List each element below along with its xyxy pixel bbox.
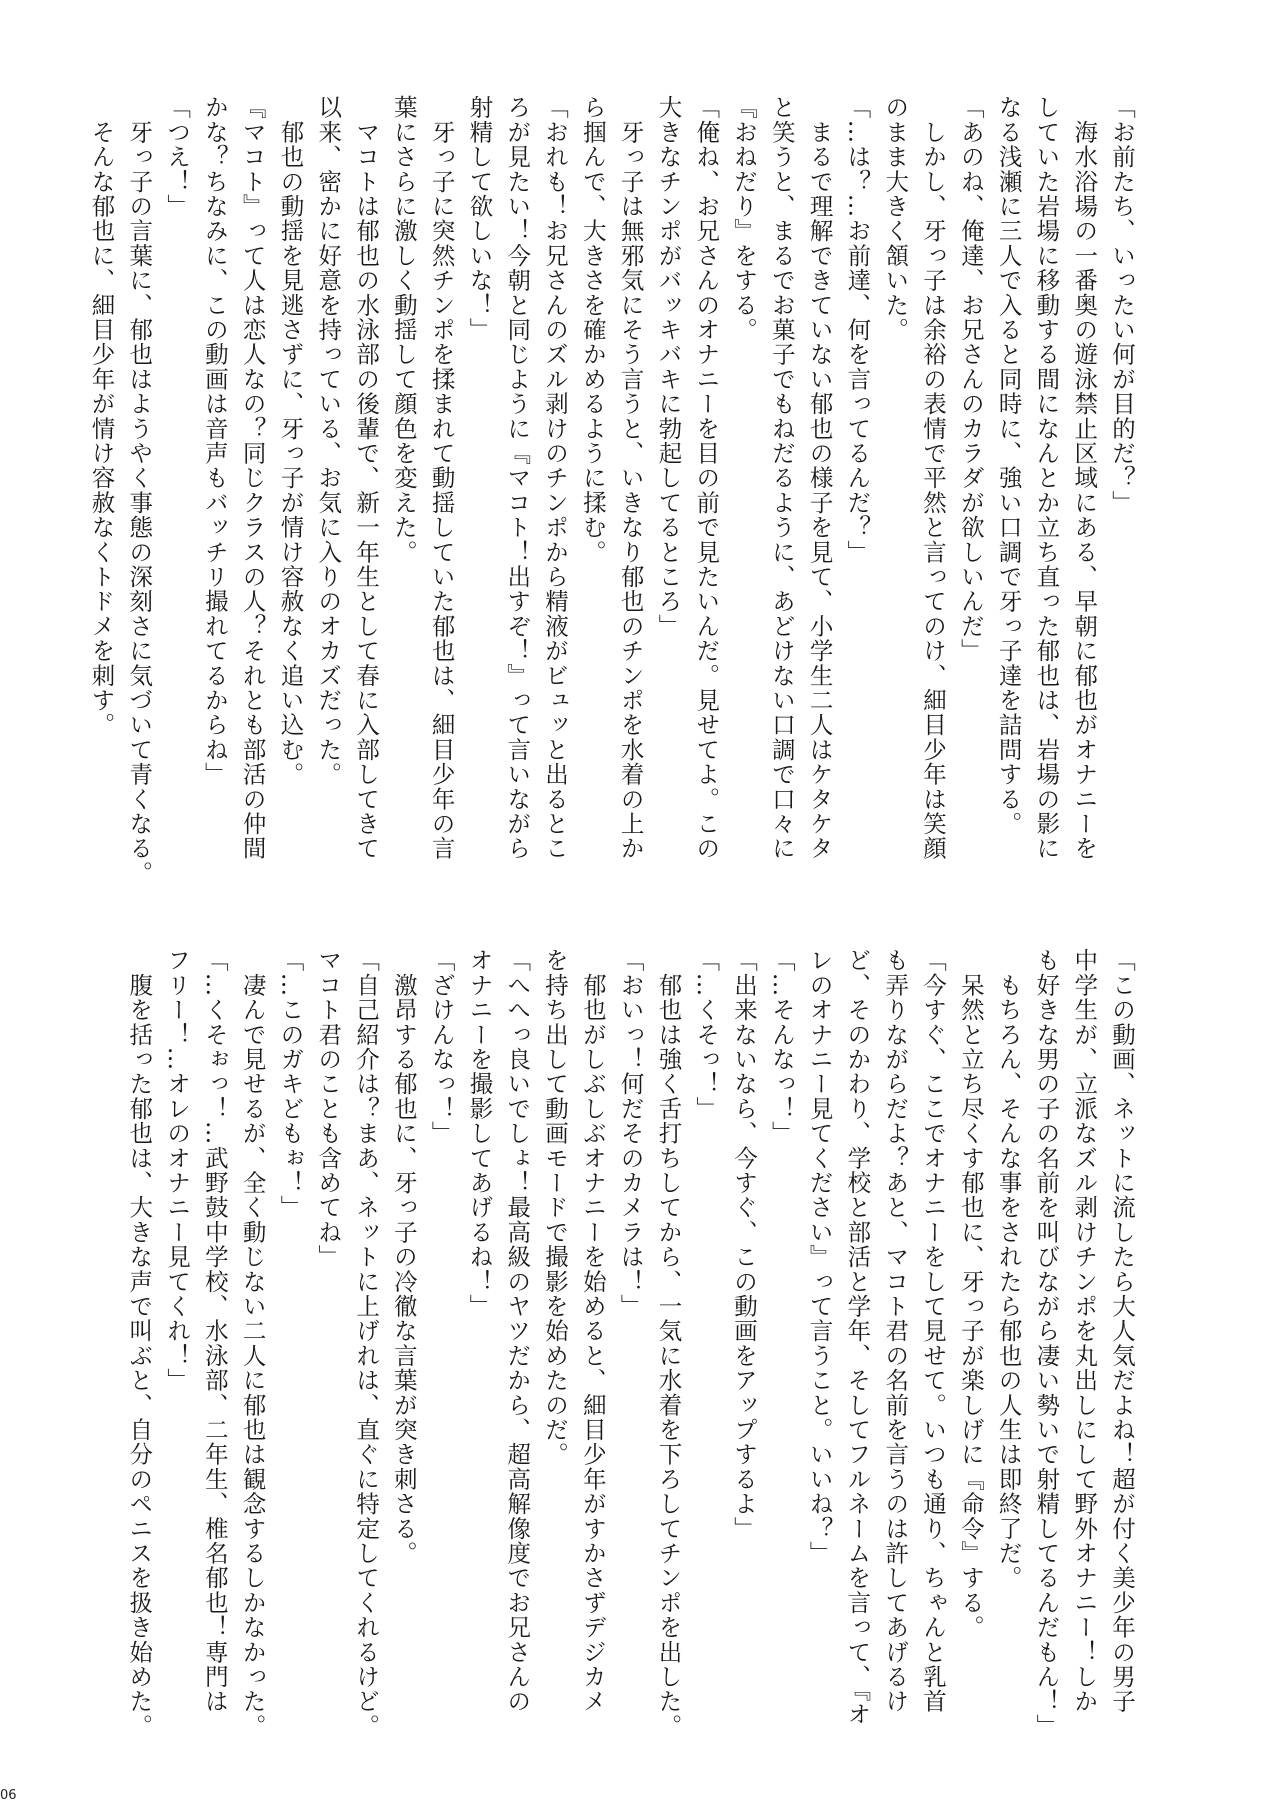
text-line: 「ざけんなっ！」 bbox=[427, 948, 456, 1146]
text-line: 「俺ね、お兄さんのオナニーを目の前で見たいんだ。見せてよ。この bbox=[692, 95, 721, 861]
text-line: 凄んで見せるが、全く動じない二人に郁也は観念するしかなかった。 bbox=[238, 948, 267, 1739]
text-line: 郁也がしぶしぶオナニーを始めると、細目少年がすかさずデジカメ bbox=[578, 948, 607, 1714]
text-line: 腹を括った郁也は、大きな声で叫ぶと、自分のペニスを扱き始めた。 bbox=[125, 948, 154, 1739]
text-block-top bbox=[87, 95, 1140, 905]
text-line: 牙っ子は無邪気にそう言うと、いきなり郁也のチンポを水着の上か bbox=[616, 95, 645, 861]
text-line: 呆然と立ち尽くす郁也に、牙っ子が楽しげに『命令』する。 bbox=[956, 948, 985, 1640]
text-line: 牙っ子に突然チンポを揉まれて動揺していた郁也は、細目少年の言 bbox=[427, 95, 456, 861]
text-line: しかし、牙っ子は余裕の表情で平然と言ってのけ、細目少年は笑顔 bbox=[919, 95, 948, 861]
text-line: 郁也は強く舌打ちしてから、一気に水着を下ろしてチンポを出した。 bbox=[654, 948, 683, 1739]
text-line: ら掴んで、大きさを確かめるように揉む。 bbox=[578, 95, 607, 565]
text-line: していた岩場に移動する間になんとか立ち直った郁也は、岩場の影に bbox=[1032, 95, 1061, 861]
text-line: も弄りながらだよ？あと、マコト君の名前を言うのは許してあげるけ bbox=[881, 948, 910, 1714]
text-line: かな？ちなみに、この動画は音声もバッチリ撮れてるからね」 bbox=[200, 95, 229, 787]
text-line: 以来、密かに好意を持っている、お気に入りのオカズだった。 bbox=[314, 95, 343, 787]
text-line: オナニーを撮影してあげるね！」 bbox=[465, 948, 494, 1319]
text-line: そんな郁也に、細目少年が情け容赦なくトドメを刺す。 bbox=[87, 95, 116, 738]
text-line: 大きなチンポがバッキバキに勃起してるところ」 bbox=[654, 95, 683, 639]
text-line: 「おれも！お兄さんのズル剥けのチンポから精液がビュッと出るとこ bbox=[541, 95, 570, 861]
text-line: 「お前たち、いったい何が目的だ？」 bbox=[1108, 95, 1136, 515]
text-line: 「おいっ！何だそのカメラは！」 bbox=[616, 948, 645, 1319]
text-line: 「…くそっ！」 bbox=[692, 948, 721, 1121]
text-line: 牙っ子の言葉に、郁也はようやく事態の深刻さに気づいて青くなる。 bbox=[125, 95, 154, 886]
text-line: 「…そんなっ！」 bbox=[767, 948, 796, 1146]
text-line: 「…は？…お前達、何を言ってるんだ？」 bbox=[843, 95, 872, 565]
text-line: レのオナニー見てください』って言うこと。いいね？」 bbox=[805, 948, 834, 1566]
text-line: 『おねだり』をする。 bbox=[730, 95, 759, 342]
text-line: のまま大きく頷いた。 bbox=[881, 95, 910, 342]
text-line: もちろん、そんな事をされたら郁也の人生は即終了だ。 bbox=[994, 948, 1023, 1591]
text-line: 「…くそぉっ！…武野鼓中学校、水泳部、二年生、椎名郁也！専門は bbox=[200, 948, 229, 1714]
text-line: 「今すぐ、ここでオナニーをして見せて。いつも通り、ちゃんと乳首 bbox=[919, 948, 948, 1714]
text-line: ろが見たい！今朝と同じように『マコト！出すぞ！』って言いながら bbox=[503, 95, 532, 861]
text-line: まるで理解できていない郁也の様子を見て、小学生二人はケタケタ bbox=[805, 95, 834, 861]
text-line: 葉にさらに激しく動揺して顔色を変えた。 bbox=[389, 95, 418, 565]
text-block-bottom bbox=[125, 948, 1140, 1748]
text-line: 海水浴場の一番奥の遊泳禁止区域にある、早朝に郁也がオナニーを bbox=[1070, 95, 1099, 861]
text-line: なる浅瀬に三人で入ると同時に、強い口調で牙っ子達を詰問する。 bbox=[994, 95, 1023, 836]
text-line: 「へへっ良いでしょ！最高級のヤツだから、超高解像度でお兄さんの bbox=[503, 948, 532, 1714]
text-line: 激昂する郁也に、牙っ子の冷徹な言葉が突き刺さる。 bbox=[389, 948, 418, 1566]
text-line: マコトは郁也の水泳部の後輩で、新一年生として春に入部してきて bbox=[352, 95, 381, 861]
text-line: 「出来ないなら、今すぐ、この動画をアップするよ」 bbox=[730, 948, 759, 1541]
page-number: 06 bbox=[0, 1788, 17, 1803]
text-line: 「つえ！」 bbox=[163, 95, 192, 219]
text-line: 「この動画、ネットに流したら大人気だよね！超が付く美少年の男子 bbox=[1108, 948, 1136, 1714]
text-line: を持ち出して動画モードで撮影を始めたのだ。 bbox=[541, 948, 570, 1467]
text-line: 「自己紹介は？まあ、ネットに上げれは、直ぐに特定してくれるけど。 bbox=[352, 948, 381, 1739]
text-line: 「あのね、俺達、お兄さんのカラダが欲しいんだ」 bbox=[956, 95, 985, 664]
text-line: 郁也の動揺を見逃さずに、牙っ子が情け容赦なく追い込む。 bbox=[276, 95, 305, 787]
text-line: ど、そのかわり、学校と部活と学年、そしてフルネームを言って、『オ bbox=[843, 948, 872, 1727]
text-line: 『マコト』って人は恋人なの？同じクラスの人？それとも部活の仲間 bbox=[238, 95, 267, 861]
text-line: フリー！…オレのオナニー見てくれ！」 bbox=[163, 948, 192, 1393]
text-line: マコト君のことも含めてね」 bbox=[314, 948, 343, 1270]
text-line: 「…このガキどもぉ！」 bbox=[276, 948, 305, 1220]
text-line: も好きな男の子の名前を叫びながら凄い勢いで射精してるんだもん！」 bbox=[1032, 948, 1061, 1739]
text-line: 中学生が、立派なズル剥けチンポを丸出しにして野外オナニー！しか bbox=[1070, 948, 1099, 1714]
text-line: と笑うと、まるでお菓子でもねだるように、あどけない口調で口々に bbox=[767, 95, 796, 861]
text-line: 射精して欲しいな！」 bbox=[465, 95, 494, 342]
